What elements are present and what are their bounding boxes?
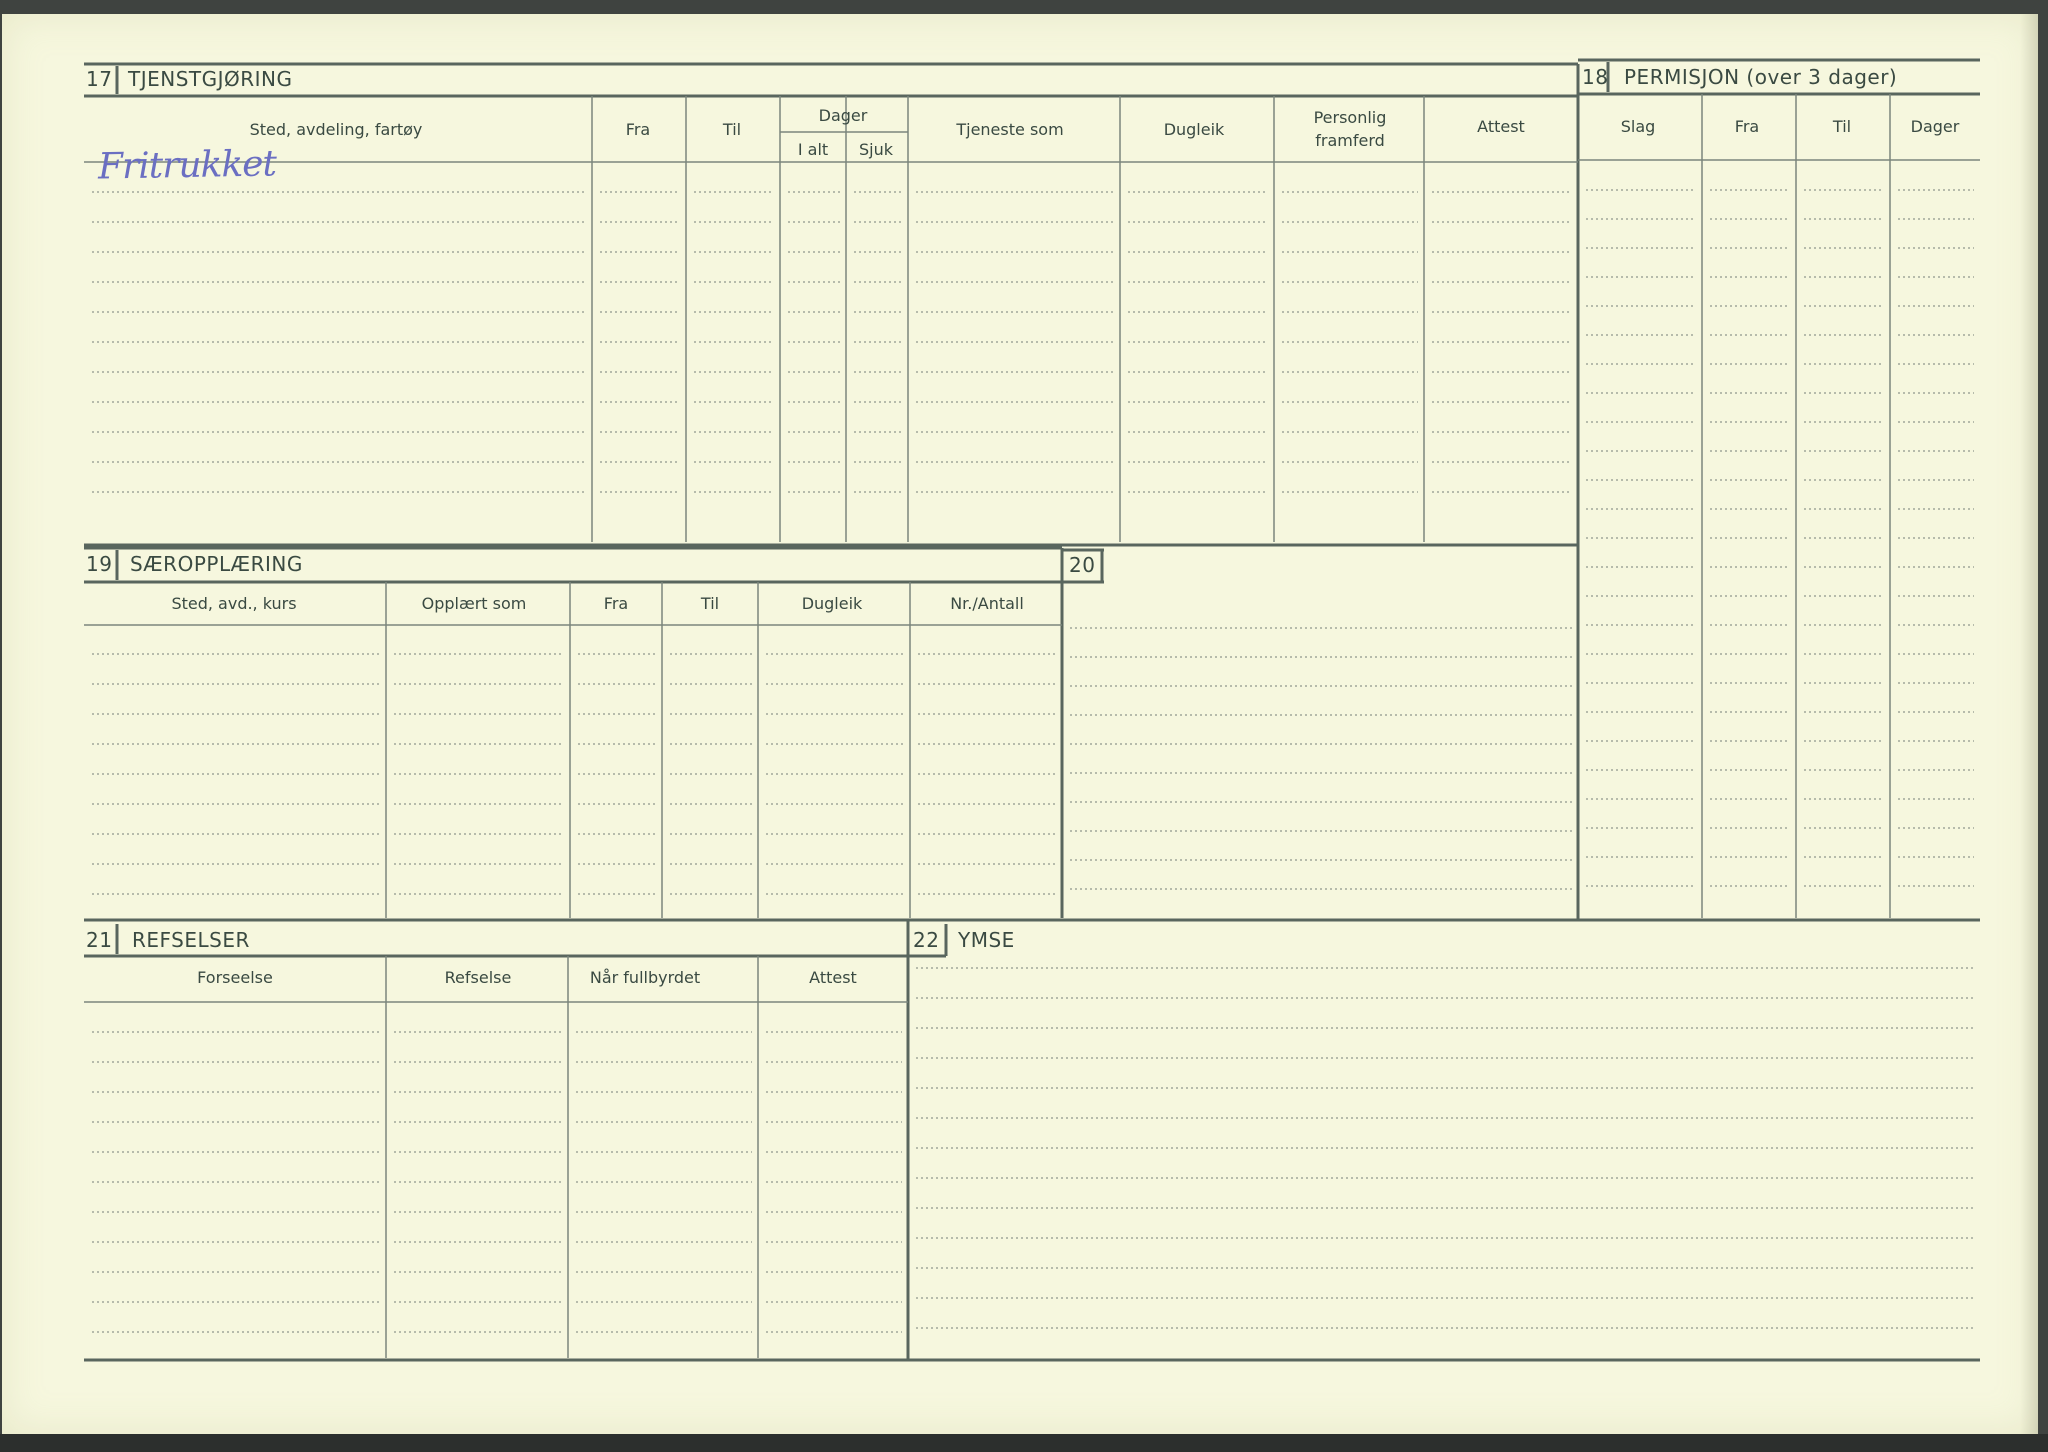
section-17-number: 17	[86, 67, 113, 91]
col-perm-til: Til	[1832, 117, 1852, 136]
col-perm-dager: Dager	[1910, 117, 1960, 136]
col-i-alt: I alt	[797, 140, 829, 159]
section-19-number: 19	[86, 552, 113, 576]
col-refselse: Refselse	[444, 968, 512, 987]
section-17-title: TJENSTGJØRING	[128, 67, 293, 91]
section-18-number: 18	[1582, 65, 1609, 89]
section-21-number: 21	[86, 928, 113, 952]
handwritten-entry: Fritrukket	[97, 143, 277, 188]
section-20-number: 20	[1069, 553, 1096, 577]
col-sted-avd-kurs: Sted, avd., kurs	[171, 594, 297, 613]
col-personlig: Personlig	[1313, 108, 1387, 127]
col-naar-fullbyrdet: Når fullbyrdet	[589, 968, 701, 987]
col-framferd: framferd	[1315, 131, 1385, 150]
col-sted-avdeling-fartoy: Sted, avdeling, fartøy	[249, 120, 423, 139]
section-21-title: REFSELSER	[132, 928, 250, 952]
col-attest: Attest	[1477, 117, 1525, 136]
col-dager: Dager	[818, 106, 868, 125]
col-dugleik: Dugleik	[1163, 120, 1225, 139]
col-ref-attest: Attest	[809, 968, 857, 987]
col-perm-fra: Fra	[1734, 117, 1760, 136]
col-sjuk: Sjuk	[858, 140, 894, 159]
col-til: Til	[722, 120, 742, 139]
section-19-title: SÆROPPLÆRING	[130, 552, 303, 576]
col-saer-til: Til	[700, 594, 720, 613]
section-22-number: 22	[913, 928, 940, 952]
section-18-title: PERMISJON (over 3 dager)	[1624, 65, 1898, 89]
section-22-title: YMSE	[958, 928, 1015, 952]
col-tjeneste-som: Tjeneste som	[956, 120, 1064, 139]
col-saer-fra: Fra	[603, 594, 629, 613]
col-saer-dugleik: Dugleik	[801, 594, 863, 613]
col-forseelse: Forseelse	[197, 968, 273, 987]
col-nr-antall: Nr./Antall	[950, 594, 1024, 613]
col-slag: Slag	[1620, 117, 1656, 136]
col-opplaert-som: Opplært som	[421, 594, 527, 613]
col-fra: Fra	[625, 120, 651, 139]
